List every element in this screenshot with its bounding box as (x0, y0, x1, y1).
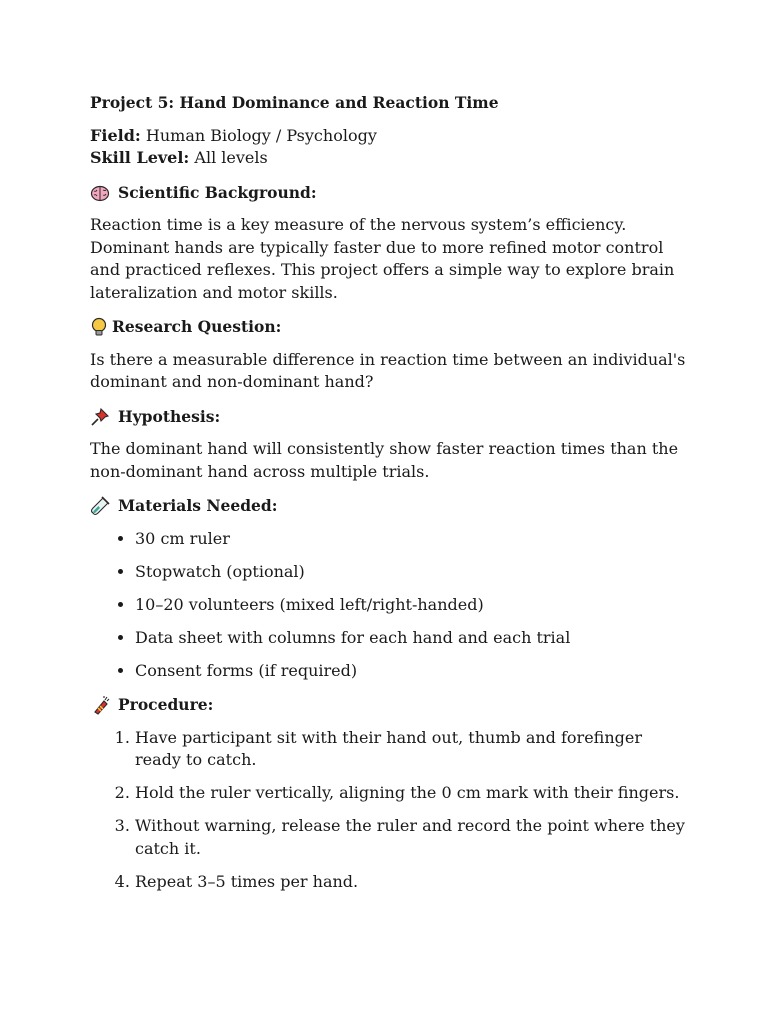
lightbulb-icon (90, 317, 108, 337)
project-title: Project 5: Hand Dominance and Reaction Time (90, 93, 499, 112)
field-label: Field: (90, 125, 141, 145)
hypothesis-heading-text: Hypothesis: (118, 406, 221, 426)
question-heading-text: Research Question: (112, 317, 282, 336)
list-item: 2. Hold the ruler vertically, aligning the 0 cm mark with their fingers. (135, 782, 690, 805)
brain-icon (90, 183, 110, 203)
materials-heading (90, 495, 690, 518)
firecracker-icon (90, 695, 110, 715)
question-text: Is there a measurable difference in reaction time between an individual's dominant and non-dominant hand? (90, 349, 686, 391)
hypothesis-text: The dominant hand will consistently show faster reaction times than the non-dominant hand across multiple trials. (90, 439, 679, 481)
procedure-heading-text: Procedure: (118, 695, 214, 714)
list-item: 1. Have participant sit with their hand out, thumb and forefinger ready to catch. (135, 727, 690, 772)
skill-level-line (90, 147, 690, 170)
background-heading-text: Scientific Background: (118, 182, 317, 202)
materials-list (90, 528, 690, 683)
test-tube-icon (90, 496, 110, 516)
field-value: Human Biology / Psychology (140, 125, 377, 145)
pushpin-icon (90, 407, 110, 427)
procedure-heading (90, 694, 690, 717)
list-item: 4. Repeat 3–5 times per hand. (135, 871, 690, 894)
hypothesis-heading (90, 406, 690, 429)
list-item: • Consent forms (if required) (135, 660, 690, 683)
field-line (90, 125, 690, 148)
background-heading (90, 182, 690, 205)
document-page (90, 92, 690, 904)
skill-level-value: All levels (189, 148, 268, 167)
skill-level-label: Skill Level: (90, 148, 190, 167)
materials-heading-text: Materials Needed: (118, 496, 278, 515)
background-text: Reaction time is a key measure of the nervous system’s efficiency. Dominant hands are typically faster due to more refined motor control and practiced reflexes. This project offers a simple way to explore brain lateralization and motor skills. (90, 215, 675, 302)
procedure-list (90, 727, 690, 894)
list-item: 3. Without warning, release the ruler and record the point where they catch it. (135, 815, 690, 860)
list-item: • Data sheet with columns for each hand and each trial (135, 627, 690, 650)
list-item: • 30 cm ruler (135, 528, 690, 551)
question-heading (90, 316, 690, 339)
list-item: • 10–20 volunteers (mixed left/right-handed) (135, 594, 690, 617)
list-item: • Stopwatch (optional) (135, 561, 690, 584)
